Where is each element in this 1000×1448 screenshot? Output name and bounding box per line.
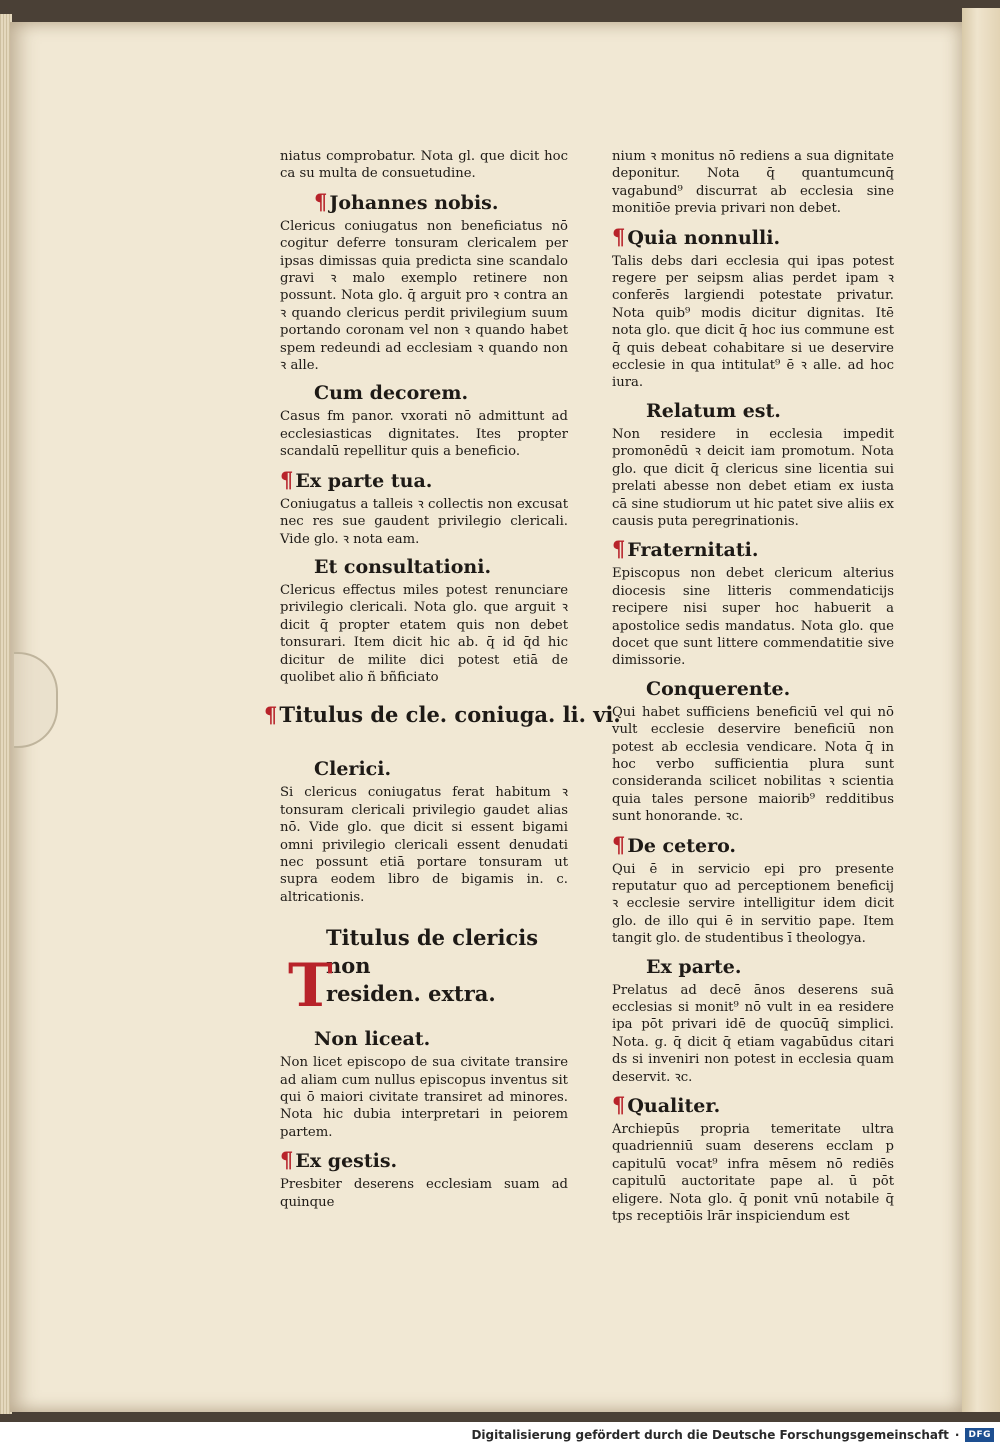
left-heading-7 (280, 1147, 568, 1174)
right-heading-7 (612, 1092, 894, 1119)
rubric-mark-icon: ¶ (612, 536, 626, 562)
rubric-mark-icon: ¶ (612, 223, 626, 249)
book-edge-right (962, 8, 1000, 1412)
right-p1: Talis debs dari ecclesia qui ipas potest regere per seipsm alias perdet ipam ꝛ conferēs largiendi potestate privatur. Nota quib⁹ modis dicitur dignitas. Itē nota glo. que dicit q̄ hoc ius commune est q̄ quis debeat cohabitare si ue deservire ecclesie in qua intitulat⁹ ē ꝛ alle. ad hoc iura. (612, 253, 894, 391)
left-p0: niatus comprobatur. Nota gl. que dicit hoc ca su multa de consuetudine. (280, 149, 568, 182)
section-title-1-text: Titulus de cle. coniuga. li. vi. (279, 702, 621, 728)
right-column (612, 148, 894, 1226)
right-heading-6-text: Ex parte. (646, 955, 742, 978)
right-heading-4 (612, 676, 894, 702)
left-column (264, 148, 621, 1211)
rubric-mark-icon: ¶ (280, 1147, 294, 1173)
left-p1: Clericus coniugatus non beneficiatus nō cogitur deferre tonsuram clericalem per ipsas dimissas quia predicta sine scandalo gravi ꝛ malo exemplo retinere non possunt. Nota glo. q̄ arguit pro ꝛ contra an ꝛ quando clericus perdit privilegium suum portando coronam vel non ꝛ quando habet spem redeundi ad ecclesiam ꝛ quando non ꝛ alle. (280, 218, 568, 374)
right-heading-2 (612, 398, 894, 424)
section-title-1 (264, 700, 621, 730)
left-heading-6 (280, 1026, 568, 1052)
left-p4: Clericus effectus miles potest renunciare privilegio clericali. Nota glo. que arguit ꝛ dicit q̄ propter etatem quis non debet tonsurari. Item dicit hic ab. q̄ id q̄d hic dicitur de milite dici potest etiā de quolibet alio ñ bñficiato (280, 582, 568, 685)
rubric-mark-icon: ¶ (264, 702, 278, 728)
right-p0: nium ꝛ monitus nō rediens a sua dignitate deponitur. Nota q̄ quantumcunq̄ vagabund⁹ discurrat ab ecclesia sine monitiōe previa privari non debet. (612, 149, 894, 217)
right-heading-2-text: Relatum est. (646, 399, 781, 422)
left-p6: Non licet episcopo de sua civitate transire ad aliam cum nullus episcopus inventus sit qui ō maiori civitate transiret ad minores. Nota hic dubia interpretari in peiorem partem. (280, 1055, 568, 1140)
rubric-mark-icon: ¶ (280, 466, 294, 492)
section-title-2b-text: residen. extra. (326, 981, 496, 1007)
right-p7: Archiepūs propria temeritate ultra quadrienniū suam deserens ecclam p capitulū vocat⁹ infra mēsem nō rediēs capitulū auctoritate pape al. ū pōt eligere. Nota glo. q̄ ponit vnū notabile q̄ tps receptiōis lrār inspiciendum est (612, 1122, 894, 1225)
left-heading-1 (280, 189, 568, 216)
left-heading-2 (280, 380, 568, 406)
section-title-2 (280, 924, 568, 1022)
left-p7: Presbiter deserens ecclesiam suam ad quinque (280, 1177, 568, 1210)
right-heading-4-text: Conquerente. (646, 677, 791, 700)
left-heading-3-text: Ex parte tua. (295, 469, 433, 492)
left-heading-5-text: Clerici. (314, 758, 392, 781)
left-p5: Si clericus coniugatus ferat habitum ꝛ tonsuram clericali privilegio gaudet alias nō. Vide glo. que dicit si essent bigami omni privilegio clericali essent denudati nec possunt etiā portare tonsuram ut supra eodem libro de bigamis in. c. altricationis. (280, 785, 568, 905)
footer-separator: · (954, 1428, 960, 1442)
left-heading-2-text: Cum decorem. (314, 382, 469, 405)
right-heading-6 (612, 954, 894, 980)
initial-t-icon: T (288, 951, 333, 1022)
left-p3: Coniugatus a talleis ꝛ collectis non excusat nec res sue gaudent privilegio clericali. Vide glo. ꝛ nota eam. (280, 496, 568, 547)
rubric-mark-icon: ¶ (612, 831, 626, 857)
left-heading-4 (280, 554, 568, 580)
left-heading-1-text: Johannes nobis. (329, 191, 499, 214)
right-heading-7-text: Qualiter. (627, 1095, 721, 1118)
left-heading-3 (280, 467, 568, 494)
rubric-mark-icon: ¶ (314, 188, 328, 214)
right-p6: Prelatus ad decē ānos deserens suā ecclesias si monit⁹ nō vult in ea residere ipa pōt privari idē de quocūq̄ simplici. Nota. g. q̄ dicit q̄ etiam vagabūdus citari ds si inveniri non potest in ecclesia quam deservit. ꝛc. (612, 982, 894, 1085)
section-title-2a-text: Titulus de clericis non (326, 925, 539, 979)
right-heading-5-text: De cetero. (627, 834, 737, 857)
right-heading-3-text: Fraternitati. (627, 539, 759, 562)
left-p2: Casus fm panor. vxorati nō admittunt ad ecclesiasticas dignitates. Ites propter scandalū repellitur quis a beneficio. (280, 409, 568, 460)
left-heading-6-text: Non liceat. (314, 1028, 431, 1051)
right-p2: Non residere in ecclesia impedit promonēdū ꝛ deicit iam promotum. Nota glo. que dicit q̄ clericus sine licentia sui prelati abesse non debet etiam ex iusta cā sine studiorum ut hic patet sive aliis ex causis puta peregrinationis. (612, 426, 894, 529)
right-p5: Qui ē in servicio epi pro presente reputatur quo ad perceptionem beneficij ꝛ ecclesie servire intelligitur idem dicit glo. de illo qui ē in servitio pape. Item tangit glo. de studentibus ī theologya. (612, 861, 894, 947)
left-heading-7-text: Ex gestis. (295, 1150, 398, 1173)
right-heading-1-text: Quia nonnulli. (627, 226, 781, 249)
right-p4: Qui habet sufficiens beneficiū vel qui nō vult ecclesie deservire beneficiū non potest ab ecclesia vendicare. Nota q̄ in hoc verbo sufficientia plura sunt consideranda scilicet nobilitas ꝛ scientia quia tales persone maiorib⁹ redditibus sunt honorande. ꝛc. (612, 704, 894, 825)
left-heading-5 (280, 756, 568, 782)
dfg-logo: DFG (965, 1428, 994, 1442)
footer-credit: Digitalisierung gefördert durch die Deutsche Forschungsgemeinschaft (471, 1428, 949, 1442)
rubric-mark-icon: ¶ (612, 1092, 626, 1118)
right-heading-1 (612, 224, 894, 251)
right-heading-5 (612, 832, 894, 859)
right-heading-3 (612, 536, 894, 563)
left-heading-4-text: Et consultationi. (314, 555, 492, 578)
footer-bar (0, 1422, 1000, 1448)
right-p3: Episcopus non debet clericum alterius diocesis sine litteris commendaticijs recipere nisi super hoc habuerit a apostolice sedis mandatus. Nota glo. que docet que sunt littere commendatitie sive dimissorie. (612, 566, 894, 669)
